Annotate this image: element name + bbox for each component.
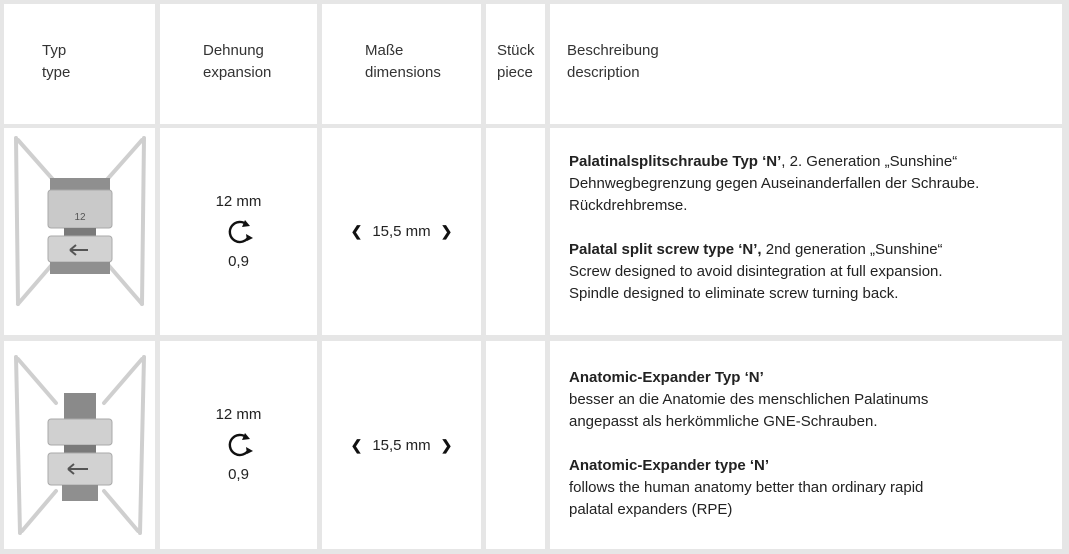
row2-de-title: Anatomic-Expander Typ ‘N’ — [569, 369, 764, 386]
row1-en-line2: Spindle designed to eliminate screw turning back. — [569, 285, 899, 302]
header-dehnung — [160, 4, 317, 124]
row1-description-cell — [550, 128, 1062, 335]
row1-en-title-line — [569, 239, 1062, 261]
row2-piece-cell — [486, 341, 545, 549]
header-masse-en: dimensions — [365, 64, 441, 81]
row1-en-line1: Screw designed to avoid disintegration at full expansion. — [569, 263, 943, 280]
header-beschreibung — [550, 4, 1062, 124]
header-typ-en: type — [42, 64, 71, 81]
rotation-arrow-icon — [223, 429, 255, 461]
chevron-left-icon: ❮ — [350, 436, 363, 453]
row1-dimension-value: 15,5 mm — [372, 223, 431, 240]
header-masse-de: Maße — [365, 42, 404, 59]
row1-en-title: Palatal split screw type ‘N’, — [569, 241, 762, 258]
chevron-left-icon: ❮ — [350, 223, 363, 239]
row2-en-line2: palatal expanders (RPE) — [569, 501, 733, 518]
row2-image-cell — [4, 341, 155, 549]
rotation-arrow-icon — [223, 216, 255, 248]
row2-de-line2: angepasst als herkömmliche GNE-Schrauben. — [569, 413, 878, 430]
header-typ-de: Typ — [42, 42, 67, 59]
split-screw-image — [4, 128, 155, 335]
header-dehnung-de: Dehnung — [203, 42, 264, 59]
row2-dimension-value: 15,5 mm — [372, 436, 431, 454]
row1-de-line2: Rückdrehbremse. — [569, 197, 688, 214]
row2-expansion-value: 12 mm — [215, 406, 262, 423]
header-beschreibung-de: Beschreibung — [567, 42, 659, 59]
screw-label: 12 — [74, 212, 86, 223]
row2-en-title: Anatomic-Expander type ‘N’ — [569, 457, 770, 474]
row1-expansion-cell — [160, 128, 317, 335]
chevron-right-icon: ❯ — [440, 436, 453, 453]
row1-turn-value: 0,9 — [228, 252, 249, 270]
row1-expansion-value: 12 mm — [215, 192, 262, 210]
row1-de-title: Palatinalsplitschraube Typ ‘N’ — [569, 153, 782, 170]
row1-piece-cell — [486, 128, 545, 335]
row1-de-title-rest: , 2. Generation „Sunshine“ — [781, 153, 958, 170]
header-beschreibung-en: description — [567, 64, 640, 81]
row1-de-line1: Dehnwegbegrenzung gegen Auseinanderfallen der Schraube. — [569, 175, 980, 192]
row2-description-cell — [550, 341, 1062, 549]
header-stueck — [486, 4, 545, 124]
header-typ — [4, 4, 155, 124]
header-stueck-de: Stück — [497, 42, 535, 59]
row2-dimension-cell — [322, 341, 481, 549]
row1-dimension-cell — [322, 128, 481, 335]
row2-expansion-cell — [160, 341, 317, 549]
header-stueck-en: piece — [497, 64, 533, 81]
row2-turn-value: 0,9 — [228, 466, 249, 483]
row1-de-title-line — [569, 151, 1062, 173]
row2-de-line1: besser an die Anatomie des menschlichen Palatinums — [569, 391, 929, 408]
row1-image-cell — [4, 128, 155, 335]
row1-en-title-rest: 2nd generation „Sunshine“ — [761, 241, 943, 258]
header-dehnung-en: expansion — [203, 64, 272, 81]
header-masse — [322, 4, 481, 124]
row2-en-line1: follows the human anatomy better than ordinary rapid — [569, 479, 924, 496]
chevron-right-icon: ❯ — [440, 223, 453, 239]
anatomic-expander-image — [4, 341, 155, 549]
